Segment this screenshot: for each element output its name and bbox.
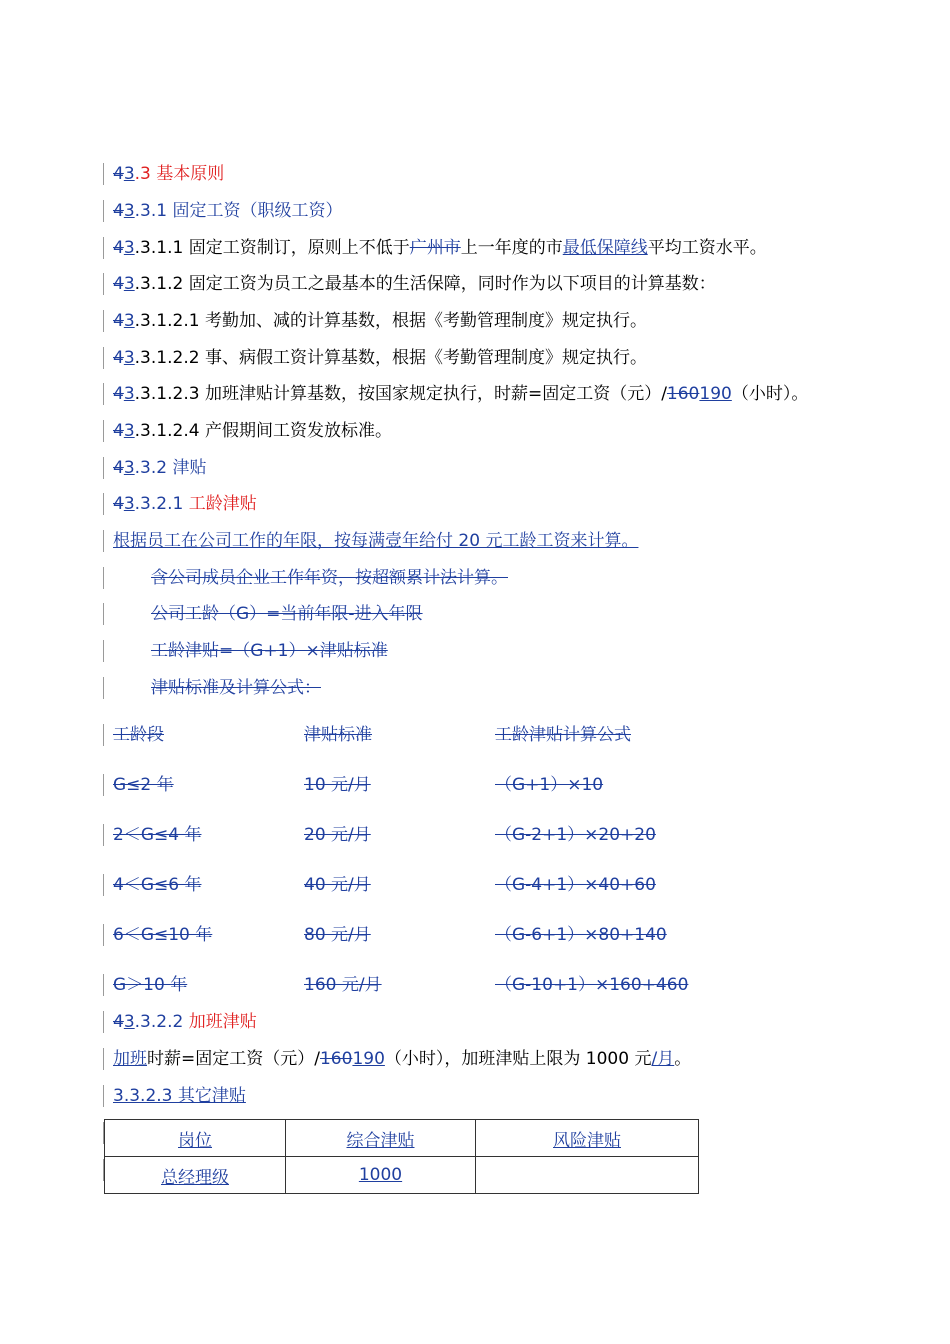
clause-3-3-1-2-1: 43.3.1.2.1 考勤加、减的计算基数，根据《考勤管理制度》规定执行。 [113,311,647,331]
change-bar [103,974,104,996]
header-cell: 综合津贴 [286,1120,476,1157]
table-cell: 1000 [286,1157,476,1194]
change-bar [103,457,104,479]
table-cell: 总经理级 [105,1157,286,1194]
clause-3-3-1-2: 43.3.1.2 固定工资为员工之最基本的生活保障，同时作为以下项目的计算基数： [113,274,716,294]
change-bar [103,774,104,796]
change-bar [103,347,104,369]
deleted-line: 公司工龄（G）=当前年限-进入年限 [151,604,423,624]
change-bar [103,640,104,662]
deleted-line: 含公司成员企业工作年资，按超额累计法计算。 [151,568,508,588]
change-bar [103,530,104,552]
heading-3-3-1: 43.3.1 固定工资（职级工资） [113,201,343,221]
header-cell: 津贴标准 [304,725,372,745]
clause-3-3-1-2-4: 43.3.1.2.4 产假期间工资发放标准。 [113,421,392,441]
allowance-table [104,1119,699,1194]
table-cell: 80 元/月 [304,925,371,945]
table-cell: 20 元/月 [304,825,371,845]
change-bar [103,237,104,259]
clause-3-3-1-2-3: 43.3.1.2.3 加班津贴计算基数，按国家规定执行，时薪=固定工资（元）/160190（小时）。 [113,384,809,404]
change-bar [103,567,104,589]
table-row [105,1157,699,1194]
heading-3-3: 43.3 基本原则 [113,164,225,184]
deleted-line: 津贴标准及计算公式： [151,678,321,698]
table-cell: 2＜G≤4 年 [113,825,202,845]
header-cell: 工龄段 [113,725,164,745]
change-bar [103,273,104,295]
change-bar [103,603,104,625]
clause-3-3-1-2-2: 43.3.1.2.2 事、病假工资计算基数，根据《考勤管理制度》规定执行。 [113,348,647,368]
table-cell: （G-10+1）×160+460 [495,975,689,995]
change-bar [103,163,104,185]
change-bar [103,420,104,442]
table-cell: （G-2+1）×20+20 [495,825,656,845]
table-cell: （G+1）×10 [495,775,604,795]
header-cell: 工龄津贴计算公式 [495,725,631,745]
deleted-line: 工龄津贴=（G+1）×津贴标准 [151,641,388,661]
change-bar [103,874,104,896]
change-bar [103,310,104,332]
change-bar [103,677,104,699]
seniority-rule: 根据员工在公司工作的年限，按每满壹年给付 20 元工龄工资来计算。 [113,531,639,551]
change-bar [103,824,104,846]
change-bar [103,1048,104,1070]
table-cell: 160 元/月 [304,975,382,995]
change-bar [103,724,104,746]
heading-3-3-2: 43.3.2 津贴 [113,458,207,478]
table-cell: G＞10 年 [113,975,188,995]
table-cell: （G-4+1）×40+60 [495,875,656,895]
table-cell [476,1157,699,1194]
table-cell: 4＜G≤6 年 [113,875,202,895]
heading-3-3-2-2: 43.3.2.2 加班津贴 [113,1012,257,1032]
change-bar [103,924,104,946]
table-cell: 40 元/月 [304,875,371,895]
table-cell: 6＜G≤10 年 [113,925,213,945]
overtime-rule: 加班时薪=固定工资（元）/160190（小时），加班津贴上限为 1000 元/月。 [113,1049,692,1069]
table-cell: G≤2 年 [113,775,174,795]
header-cell: 岗位 [105,1120,286,1157]
heading-3-3-2-3: 3.3.2.3 其它津贴 [113,1086,246,1106]
table-cell: 10 元/月 [304,775,371,795]
change-bar [103,1085,104,1107]
heading-3-3-2-1: 43.3.2.1 工龄津贴 [113,494,257,514]
change-bar [103,1011,104,1033]
change-bar [103,200,104,222]
change-bar [103,383,104,405]
clause-3-3-1-1: 43.3.1.1 固定工资制订，原则上不低于广州市上一年度的市最低保障线平均工资水平。 [113,238,767,258]
table-cell: （G-6+1）×80+140 [495,925,667,945]
header-cell: 风险津贴 [476,1120,699,1157]
change-bar [103,493,104,515]
table-header-row [105,1120,699,1157]
